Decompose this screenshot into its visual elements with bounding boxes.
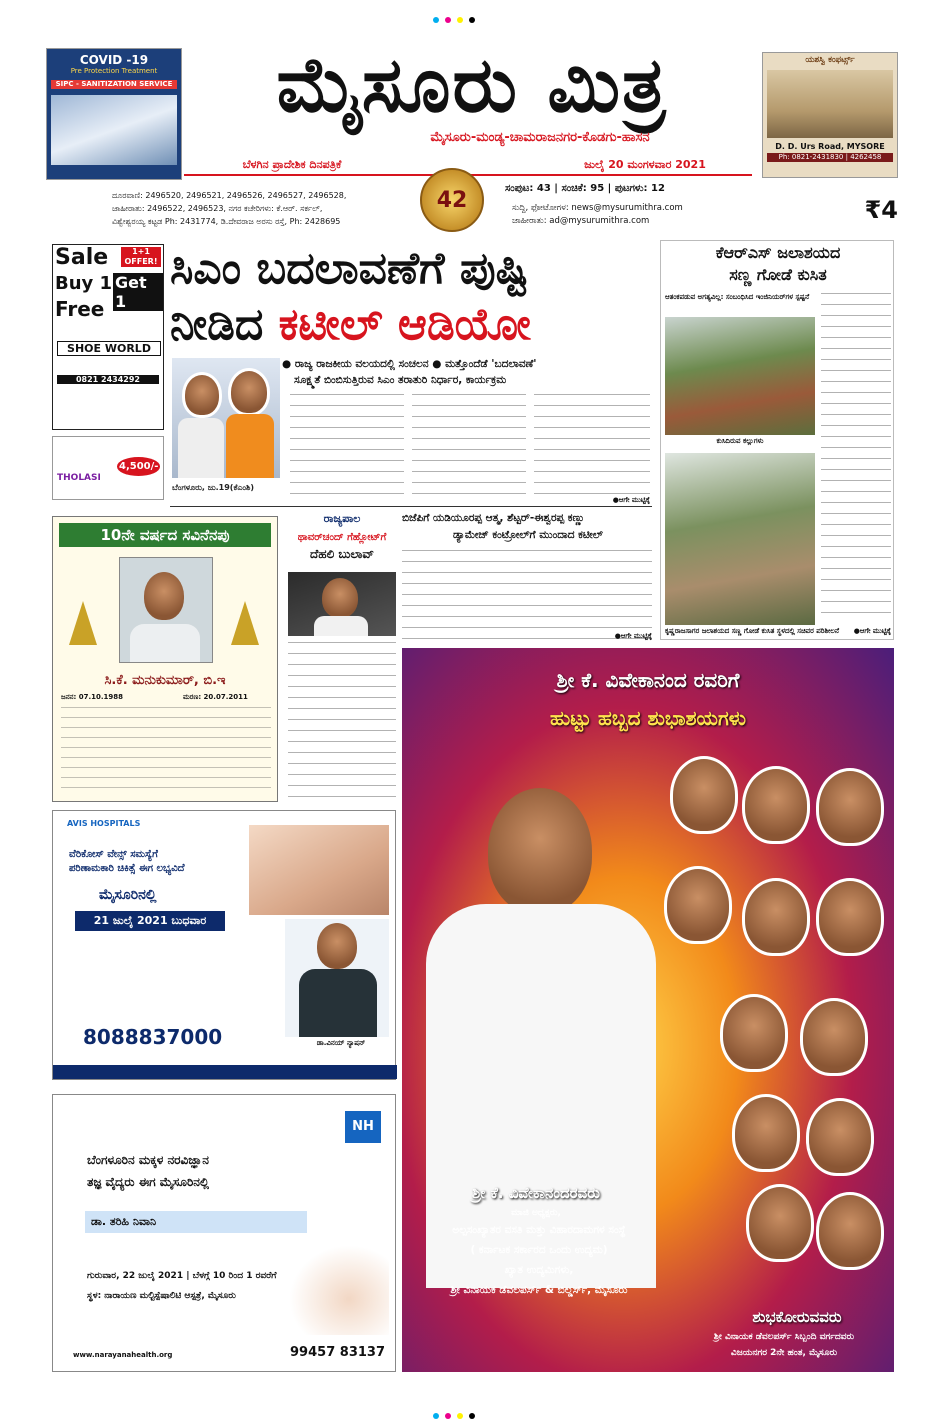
avis-date: 21 ಜುಲೈ 2021 ಬುಧವಾರ xyxy=(75,911,225,931)
price-label: ₹4 xyxy=(864,196,898,224)
avis-line-2: ಪರಿಣಾಮಕಾರಿ ಚಿಕಿತ್ಸೆ ಈಗ ಲಭ್ಯವಿದೆ xyxy=(69,863,185,874)
wishers-sub: ಶ್ರೀ ವಿನಾಯಕ ಡೆವಲಪರ್ಸ್ ಸಿಬ್ಬಂದಿ ವರ್ಗದವರು xyxy=(713,1332,855,1342)
birthday-line-2: ಹುಟ್ಟು ಹಬ್ಬದ ಶುಭಾಶಯಗಳು xyxy=(549,706,747,730)
yashasvi-ad[interactable] xyxy=(762,52,898,178)
lead-credit: ●ಆಗೇ ಮುಟ್ಟಿಕ್ಕೆ xyxy=(612,496,650,504)
governor-kicker: ರಾಜ್ಯಪಾಲ xyxy=(323,512,361,525)
masthead-date: ಜುಲೈ 20 ಮಂಗಳವಾರ 2021 xyxy=(584,158,706,171)
shoe-phone: 0821 2434292 xyxy=(57,375,159,384)
yashasvi-address: D. D. Urs Road, MYSORE xyxy=(775,142,885,151)
covid-ad-title: COVID -19 xyxy=(79,53,149,67)
anniversary-seal xyxy=(420,168,484,232)
masthead-subtitle: ಮೈಸೂರು-ಮಂಡ್ಯ-ಚಾಮರಾಜನಗರ-ಕೊಡಗು-ಹಾಸನ xyxy=(430,130,650,145)
nh-site[interactable]: www.narayanahealth.org xyxy=(73,1351,173,1359)
nh-line-1: ಬೆಂಗಳೂರಿನ ಮಕ್ಕಳ ನರವಿಜ್ಞಾನ xyxy=(87,1153,209,1167)
governor-body xyxy=(288,642,396,802)
registration-marks-top xyxy=(430,8,530,18)
avis-line-1: ವೆರಿಕೋಸ್ ವೇನ್ಸ್ ಸಮಸ್ಯೆಗೆ xyxy=(69,849,158,860)
lead-deck-1: ● ರಾಜ್ಯ ರಾಜಕೀಯ ವಲಯದಲ್ಲಿ ಸಂಚಲನ ● ಮತ್ತೊಂದೆಡೆ 'ಬದಲಾವಣೆ' xyxy=(282,358,537,370)
birthday-name: ಶ್ರೀ ಕೆ. ವಿವೇಕಾನಂದರವರು xyxy=(472,1184,600,1202)
lead-headline-2a: ನೀಡಿದ xyxy=(170,299,279,350)
lamp-left-icon xyxy=(69,601,97,645)
covid-ad[interactable] xyxy=(46,48,182,180)
memorial-born: ಜನನ: 07.10.1988 xyxy=(61,693,124,701)
krs-photo-1 xyxy=(665,317,815,435)
nh-phone[interactable]: 99457 83137 xyxy=(290,1345,385,1360)
covid-ad-service: SIPC - SANITIZATION SERVICE xyxy=(51,80,177,89)
tholasi-name: THOLASI xyxy=(57,473,101,483)
krs-story xyxy=(660,240,894,640)
birthday-org-4: ಶ್ರೀ ವಿನಾಯಕ ಡೆವಲಪರ್ಸ್ & ಬಿಲ್ಡರ್ಸ್, ಮೈಸೂರು xyxy=(450,1284,628,1296)
issue-info: ಸಂಪುಟ: 43 | ಸಂಚಿಕೆ: 95 | ಪುಟಗಳು: 12 xyxy=(505,183,665,194)
birthday-org-2: ( ಕರ್ನಾಟಕ ಸರ್ಕಾರದ ಒಂದು ಉದ್ಯಮ) xyxy=(470,1244,608,1256)
yashasvi-name: ಯಶಸ್ವಿ ಕಂಫರ್ಟ್ಸ್ xyxy=(805,55,855,65)
masthead-tagline: ಬೆಳಗಿನ ಪ್ರಾದೇಶಿಕ ದಿನಪತ್ರಿಕೆ xyxy=(242,158,342,171)
memorial-died: ಮರಣ: 20.07.2011 xyxy=(183,693,248,701)
masthead-title: ಮೈಸೂರು ಮಿತ್ರ xyxy=(276,40,668,129)
birthday-org-1: ಅಲ್ಪಸಂಖ್ಯಾತರ ವಸತಿ ಮತ್ತು ವಿಹಾರದಾಮಗಳ ಸಂಸ್ಥೆ xyxy=(452,1224,626,1236)
birthday-org-3: ಖ್ಯಾತ ಉದ್ಯಮಿಗಳು, xyxy=(504,1264,574,1276)
avis-doctor-name: ಡಾ.ವಿನಯ್ ನ್ಯಾಷನ್ xyxy=(316,1039,366,1047)
nh-ad[interactable] xyxy=(52,1094,396,1372)
bjp-headline-1: ಬಿಜೆಪಿಗೆ ಯಡಿಯೂರಪ್ಪ ಆತ್ಮ, ಶೆಟ್ಟರ್-ಈಶ್ವರಪ್ಪ ಕಣ್ಣು xyxy=(402,512,585,524)
lead-headline-2b: ಕಟೀಲ್ ಆಡಿಯೋ xyxy=(278,299,531,350)
anniversary-number: 42 xyxy=(436,188,468,213)
nh-line-2: ತಜ್ಞ ವೈದ್ಯರು ಈಗ ಮೈಸೂರಿನಲ್ಲಿ xyxy=(87,1175,210,1189)
ad-email[interactable]: ಜಾಹೀರಾತು: ad@mysurumithra.com xyxy=(512,216,650,226)
bjp-headline-2: ಡ್ಯಾಮೇಜ್ ಕಂಟ್ರೋಲ್‌ಗೆ ಮುಂದಾದ ಕಟೀಲ್ xyxy=(453,529,603,541)
memorial-photo xyxy=(119,557,213,663)
krs-caption-2: ಕೃಷ್ಣರಾಜಸಾಗರ ಜಲಾಶಯದ ಸಣ್ಣ ಗೋಡೆ ಕುಸಿತ ಸ್ಥಳದಲ್ಲಿ ಸಚಿವರ ಪರಿಶೀಲನೆ xyxy=(665,627,840,635)
bjp-credit: ●ಆಗೇ ಮುಟ್ಟಿಕ್ಕೆ xyxy=(614,632,652,640)
bjp-body xyxy=(402,550,652,640)
shoe-offer: 1+1 OFFER! xyxy=(121,247,161,267)
shoe-free: Free xyxy=(55,297,105,321)
nh-hand-photo xyxy=(289,1245,389,1335)
governor-headline-2: ದೆಹಲಿ ಬುಲಾವ್ xyxy=(310,547,374,561)
avis-footer-bar xyxy=(53,1065,397,1079)
covid-ad-photo xyxy=(51,95,177,165)
birthday-line-1: ಶ್ರೀ ಕೆ. ವಿವೇಕಾನಂದ ರವರಿಗೆ xyxy=(556,668,740,692)
governor-headline-1: ಥಾವರ್‌ಚಂದ್ ಗೆಹ್ಲೋಟ್‌ಗೆ xyxy=(297,532,387,543)
avis-clinic-ad[interactable] xyxy=(52,810,396,1080)
bjp-story xyxy=(402,512,654,642)
birthday-ad[interactable] xyxy=(402,648,894,1372)
lead-deck-2: ಸೂಕ್ಷ್ಮತೆ ಬಿಂಬಿಸುತ್ತಿರುವ ಸಿಎಂ ತರಾತುರಿ ನಿರ್ಧಾರ, ಕಾರ್ಯಕ್ರಮ xyxy=(294,374,507,386)
avis-phone[interactable]: 8088837000 xyxy=(83,1025,223,1049)
shoe-world-ad[interactable] xyxy=(52,244,164,430)
volume-number: ಸಂಪುಟ: 43 xyxy=(505,183,551,194)
wishers-place: ವಿಜಯನಗರ 2ನೇ ಹಂತ, ಮೈಸೂರು xyxy=(730,1348,838,1358)
governor-photo xyxy=(288,572,396,636)
krs-headline-2: ಸಣ್ಣ ಗೋಡೆ ಕುಸಿತ xyxy=(729,265,827,284)
lead-headline-2 xyxy=(170,298,650,352)
lead-byline: ಬೆಂಗಳೂರು, ಜು.19(ಕೆಎಂಶಿ) xyxy=(172,483,255,492)
memorial-name: ಸಿ.ಕೆ. ಮನುಕುಮಾರ್, ಬಿ.ಇ xyxy=(104,673,226,688)
wishers-label: ಶುಭಕೋರುವವರು xyxy=(752,1308,842,1326)
shoe-sale: Sale xyxy=(55,245,109,270)
memorial-ad[interactable] xyxy=(52,516,278,802)
krs-photo-2 xyxy=(665,453,815,625)
krs-credit: ●ಆಗೇ ಮುಟ್ಟಿಕ್ಕೆ xyxy=(853,627,891,635)
phone-line-1: ದೂರವಾಣಿ: 2496520, 2496521, 2496526, 2496527, 2496528, xyxy=(112,191,347,200)
krs-headline-1: ಕೆಆರ್‌ಎಸ್ ಜಲಾಶಯದ xyxy=(715,243,841,262)
lead-photo xyxy=(172,358,280,478)
phone-line-3: ವಿಶ್ವೇಶ್ವರಯ್ಯ ಕಟ್ಟಡ Ph: 2431774, ಡಿ.ದೇವರಾಜ ಅರಸು ರಸ್ತೆ, Ph: 2428695 xyxy=(112,217,341,226)
avis-city: ಮೈಸೂರಿನಲ್ಲಿ xyxy=(99,887,157,903)
avis-legs-photo xyxy=(249,825,389,915)
avis-logo: AVIS HOSPITALS xyxy=(67,819,141,828)
birthday-role: ಮಾಜಿ ಅಧ್ಯಕ್ಷರು, xyxy=(511,1208,561,1218)
nh-logo: NH xyxy=(345,1111,381,1143)
yashasvi-phone: Ph: 0821-2431830 | 4262458 xyxy=(767,153,893,162)
krs-body xyxy=(821,293,891,623)
shoe-brand: SHOE WORLD xyxy=(57,341,161,356)
lead-body-columns xyxy=(290,394,652,498)
memorial-title: 10ನೇ ವರ್ಷದ ಸವಿನೆನಪು xyxy=(59,523,271,547)
avis-doctor-photo xyxy=(285,919,389,1037)
yashasvi-photo xyxy=(767,70,893,138)
covid-ad-sub: Pre Protection Treatment xyxy=(70,67,158,75)
tholasi-ad[interactable] xyxy=(52,436,164,500)
nh-schedule: ಗುರುವಾರ, 22 ಜುಲೈ 2021 | ಬೆಳಗ್ಗೆ 10 ರಿಂದ 1 ರವರೆಗೆ xyxy=(87,1271,277,1281)
nh-venue: ಸ್ಥಳ: ನಾರಾಯಣ ಮಲ್ಟಿಸ್ಪೆಷಾಲಿಟಿ ಆಸ್ಪತ್ರೆ, ಮೈಸೂರು xyxy=(87,1291,236,1301)
shoe-buy: Buy 1 xyxy=(55,273,113,294)
lead-headline-1: ಸಿಎಂ ಬದಲಾವಣೆಗೆ ಪುಷ್ಟಿ xyxy=(170,243,529,294)
shoe-get: Get 1 xyxy=(113,273,163,311)
phone-line-2: ಜಾಹೀರಾತು: 2496522, 2496523, ನಗರ ಕಚೇರಿಗಳು: ಕೆ.ಆರ್. ಸರ್ಕಲ್, xyxy=(112,204,323,213)
nh-doctor: ಡಾ. ತರಿಹಿ ನಿವಾನಿ xyxy=(85,1211,307,1233)
lamp-right-icon xyxy=(231,601,259,645)
news-email[interactable]: ಸುದ್ದಿ, ಫೋಟೋಗಳ: news@mysurumithra.com xyxy=(512,203,683,213)
krs-kicker: ಆತಂಕಪಡುವ ಅಗತ್ಯವಿಲ್ಲ: ಸಂಬಂಧಿಸಿದ ಇಂಜಿನಿಯರ್‌ಗಳ ಸ್ಪಷ್ಟನೆ xyxy=(665,293,810,301)
issue-number: ಸಂಚಿಕೆ: 95 xyxy=(561,183,605,194)
memorial-body xyxy=(61,707,271,797)
page-count: ಪುಟಗಳು: 12 xyxy=(614,183,665,194)
lead-rule xyxy=(170,506,652,507)
registration-marks-bottom xyxy=(430,1404,530,1414)
tholasi-price: 4,500/- xyxy=(117,457,160,476)
krs-caption-1: ಕುಸಿದಿರುವ ಕಲ್ಲುಗಳು xyxy=(716,437,764,445)
governor-story xyxy=(286,512,398,804)
